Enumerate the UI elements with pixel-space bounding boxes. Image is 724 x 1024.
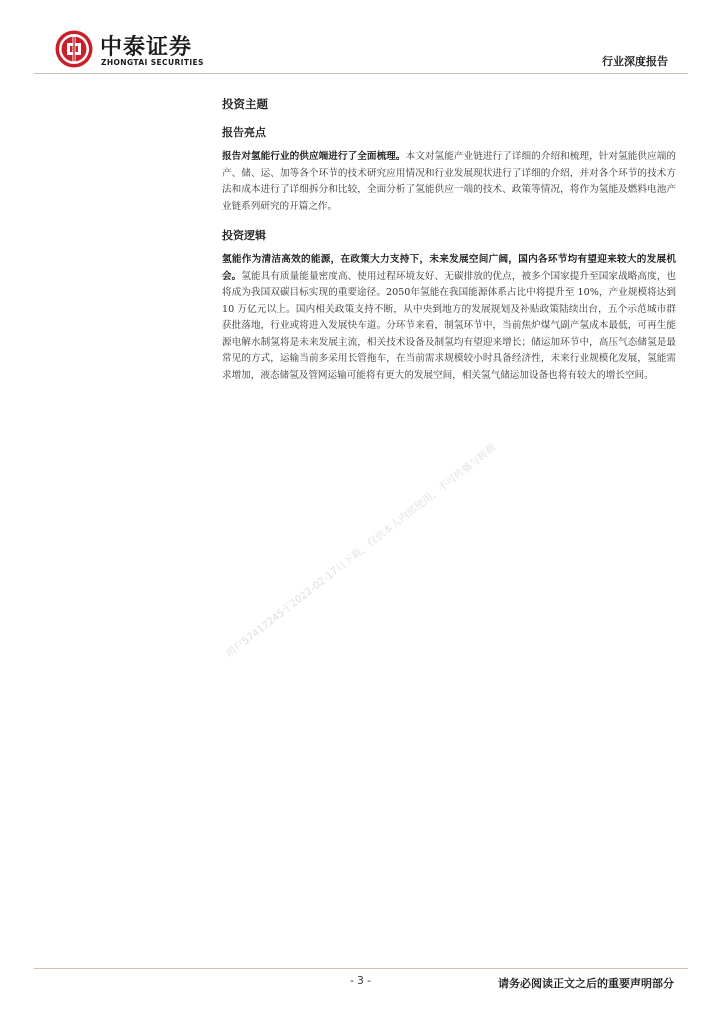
zhongtai-logo-icon: [54, 29, 94, 69]
footer-divider: [34, 968, 688, 969]
report-type-label: 行业深度报告: [602, 55, 668, 68]
main-content: [222, 96, 676, 396]
company-logo: [54, 29, 224, 69]
disclaimer-notice: 请务必阅读正文之后的重要声明部分: [498, 977, 674, 990]
logo-name-cn: 中泰证券: [100, 35, 193, 60]
highlights-heading: 报告亮点: [222, 126, 266, 139]
section-title: 投资主题: [222, 97, 268, 111]
page-number: - 3 -: [350, 975, 371, 987]
highlights-lead: 报告对氢能行业的供应端进行了全面梳理。: [222, 151, 406, 162]
logic-lead: 氢能作为清洁高效的能源，在政策大力支持下，未来发展空间广阔，国内各环节均有望迎来较大的发展机会。: [222, 254, 676, 282]
header-divider: [34, 73, 688, 74]
highlights-paragraph: [222, 149, 676, 215]
logic-heading: 投资逻辑: [222, 229, 266, 242]
logic-paragraph: [222, 252, 676, 384]
logo-name-en: ZHONGTAI SECURITIES: [101, 58, 204, 67]
logic-body: 氢能具有质量能量密度高、使用过程环境友好、无碳排放的优点，被多个国家提升至国家战略高度，也将成为我国双碳目标实现的重要途径。2050年氢能在我国能源体系占比中将提升至 10%，产业规模将达到 10 万亿元以上。国内相关政策支持不断，从中央到地方的发展规划及补贴政策陆续出台，五个示范城市群获批落地，行业或将进入发展快车道。分环节来看，制氢环节中，当前焦炉煤气副产氢成本最低，可再生能源电解水制氢将是未来发展主流，相关技术设备及制氢均有望迎来增长；储运加环节中，高压气态储氢是最常见的方式，运输当前多采用长管拖车，在当前需求规模较小时具备经济性，未来行业规模化发展，氢能需求增加，液态储氢及管网运输可能将有更大的发展空间，相关氢气储运加设备也将有较大的增长空间。: [222, 270, 677, 381]
download-watermark: 用户57417245于2022-02-17日下载，仅供本人内部使用，不可传播与转载: [224, 442, 499, 660]
highlights-body: 本文对氢能产业链进行了详细的介绍和梳理，针对氢能供应端的产、储、运、加等各个环节的技术研究应用情况和行业发展现状进行了详细的介绍，并对各个环节的技术方法和成本进行了详细拆分和比较，全面分析了氢能供应一端的技术、政策等情况，将作为氢能及燃料电池产业链系列研究的开篇之作。: [222, 151, 677, 212]
